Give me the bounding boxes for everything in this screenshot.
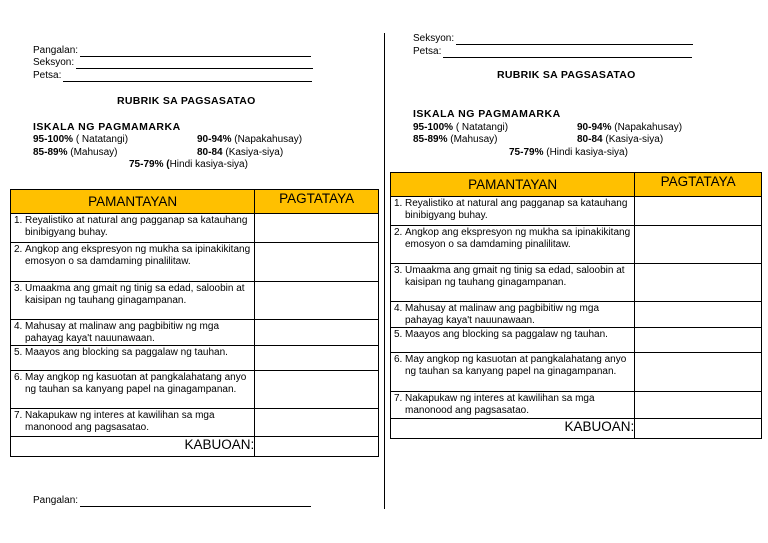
table-row: 7. Nakapukaw ng interes at kawilihan sa mga manonood ang pagsasatao. — [391, 392, 762, 419]
table-row: 1. Reyalistiko at natural ang pagganap sa katauhang binibigyang buhay. — [11, 214, 379, 243]
rubric-table — [10, 189, 379, 457]
score-cell[interactable] — [255, 371, 379, 409]
table-row: 6. May angkop ng kasuotan at pangkalahatang anyo ng tauhan sa kanyang papel na ginagampanan. — [391, 353, 762, 392]
scale-item-napakahusay: 90-94% (Napakahusay) — [577, 122, 683, 133]
total-row — [391, 419, 762, 439]
header-pamantayan: PAMANTAYAN — [391, 173, 635, 197]
score-cell[interactable] — [255, 214, 379, 243]
score-cell[interactable] — [635, 226, 762, 264]
rubric-title: RUBRIK SA PAGSASATAO — [117, 95, 256, 107]
table-row: 2. Angkop ang ekspresyon ng mukha sa ipinakikitang emosyon o sa damdaming pinalilitaw. — [391, 226, 762, 264]
table-row: 1. Reyalistiko at natural ang pagganap sa katauhang binibigyang buhay. — [391, 197, 762, 226]
total-label: KABUOAN: — [11, 437, 255, 457]
name-line[interactable] — [80, 47, 311, 57]
table-row: 3. Umaakma ang gmait ng tinig sa edad, saloobin at kaisipan ng tauhang ginagampanan. — [391, 264, 762, 302]
section-line[interactable] — [456, 35, 693, 45]
table-row: 7. Nakapukaw ng interes at kawilihan sa mga manonood ang pagsasatao. — [11, 409, 379, 437]
table-row: 5. Maayos ang blocking sa paggalaw ng tauhan. — [391, 328, 762, 353]
scale-item-natatangi: 95-100% ( Natatangi) — [413, 122, 509, 133]
score-cell[interactable] — [255, 243, 379, 282]
scale-heading: ISKALA NG PAGMAMARKA — [33, 121, 181, 133]
score-cell[interactable] — [255, 320, 379, 346]
rubric-title: RUBRIK SA PAGSASATAO — [497, 69, 636, 81]
date-field: Petsa: — [413, 46, 692, 58]
table-row: 4. Mahusay at malinaw ang pagbibitiw ng mga pahayag kaya't nauunawaan. — [391, 302, 762, 328]
header-pagtataya: PAGTATAYA — [255, 190, 379, 214]
scale-item-natatangi: 95-100% ( Natatangi) — [33, 134, 129, 145]
scale-item-mahusay: 85-89% (Mahusay) — [33, 147, 118, 158]
right-rubric-sheet — [386, 0, 768, 543]
score-cell[interactable] — [255, 282, 379, 320]
score-cell[interactable] — [635, 302, 762, 328]
table-row: 6. May angkop ng kasuotan at pangkalahatang anyo ng tauhan sa kanyang papel na ginagampanan. — [11, 371, 379, 409]
scale-item-napakahusay: 90-94% (Napakahusay) — [197, 134, 303, 145]
score-cell[interactable] — [635, 197, 762, 226]
table-row: 3. Umaakma ang gmait ng tinig sa edad, saloobin at kaisipan ng tauhang ginagampanan. — [11, 282, 379, 320]
section-field: Seksyon: — [413, 33, 693, 45]
name-line[interactable] — [80, 497, 311, 507]
date-line[interactable] — [443, 48, 692, 58]
total-score-cell[interactable] — [635, 419, 762, 439]
score-cell[interactable] — [635, 264, 762, 302]
page-divider — [384, 33, 385, 509]
score-cell[interactable] — [635, 328, 762, 353]
total-score-cell[interactable] — [255, 437, 379, 457]
header-pagtataya: PAGTATAYA — [635, 173, 762, 197]
table-row: 2. Angkop ang ekspresyon ng mukha sa ipinakikitang emosyon o sa damdaming pinalilitaw. — [11, 243, 379, 282]
date-line[interactable] — [63, 72, 312, 82]
section-field: Seksyon: — [33, 57, 313, 69]
scale-item-mahusay: 85-89% (Mahusay) — [413, 134, 498, 145]
section-line[interactable] — [76, 59, 313, 69]
table-row: 5. Maayos ang blocking sa paggalaw ng tauhan. — [11, 346, 379, 371]
scale-item-hindi-kasiya-siya: 75-79% (Hindi kasiya-siya) — [509, 147, 628, 158]
total-row — [11, 437, 379, 457]
scale-heading: ISKALA NG PAGMAMARKA — [413, 108, 561, 120]
scale-item-hindi-kasiya-siya: 75-79% (Hindi kasiya-siya) — [129, 159, 248, 170]
score-cell[interactable] — [635, 392, 762, 419]
scale-item-kasiya-siya: 80-84 (Kasiya-siya) — [577, 134, 664, 145]
score-cell[interactable] — [635, 353, 762, 392]
name-field-bottom: Pangalan: — [33, 495, 311, 507]
header-pamantayan: PAMANTAYAN — [11, 190, 255, 214]
score-cell[interactable] — [255, 409, 379, 437]
total-label: KABUOAN: — [391, 419, 635, 439]
score-cell[interactable] — [255, 346, 379, 371]
table-row: 4. Mahusay at malinaw ang pagbibitiw ng mga pahayag kaya't nauunawaan. — [11, 320, 379, 346]
name-field: Pangalan: — [33, 45, 311, 57]
date-field: Petsa: — [33, 70, 312, 82]
rubric-table — [390, 172, 762, 439]
scale-item-kasiya-siya: 80-84 (Kasiya-siya) — [197, 147, 284, 158]
